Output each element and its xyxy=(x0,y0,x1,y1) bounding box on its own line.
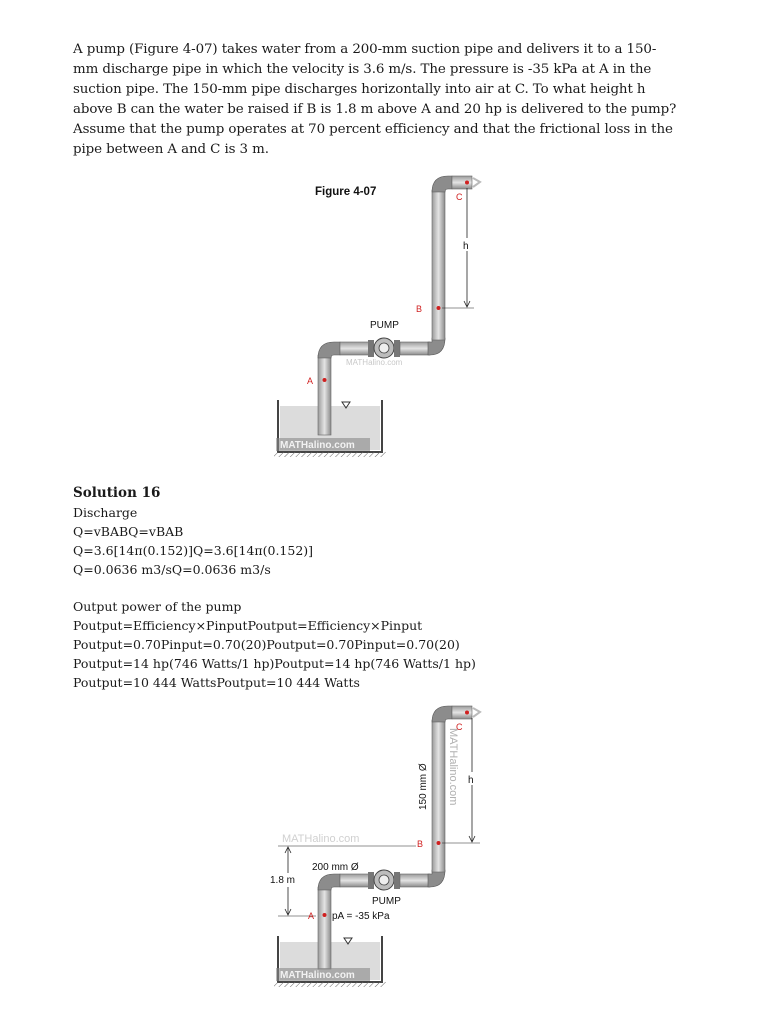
suction-elbow xyxy=(318,342,340,358)
riser-pipe xyxy=(432,720,445,872)
label-pa: pA = -35 kPa xyxy=(332,911,390,922)
riser-pipe xyxy=(432,190,445,340)
power-line: Poutput=Efficiency×PinputPoutput=Efficiency×Pinput xyxy=(73,618,423,633)
label-c: C xyxy=(456,722,463,732)
discharge-line: Q=0.0636 m3/sQ=0.0636 m3/s xyxy=(73,562,271,577)
suction-pipe xyxy=(318,887,331,969)
top-elbow xyxy=(432,706,452,722)
point-b-marker xyxy=(437,306,441,310)
suction-pipe xyxy=(318,355,331,435)
power-heading: Output power of the pump xyxy=(73,599,242,614)
discharge-horizontal-pipe xyxy=(400,874,430,887)
solution xyxy=(73,484,693,692)
power-line: Poutput=10 444 WattsPoutput=10 444 Watts xyxy=(73,675,360,690)
label-a: A xyxy=(308,911,315,921)
pump xyxy=(368,870,400,890)
solution-title: Solution 16 xyxy=(73,485,161,501)
suction-elbow xyxy=(318,874,340,890)
tank-ground-hatch xyxy=(274,982,386,987)
figure-title: Figure 4-07 xyxy=(315,186,377,198)
discharge-line: Q=vBABQ=vBAB xyxy=(73,524,184,539)
label-c: C xyxy=(456,192,463,202)
tank-ground-hatch xyxy=(274,452,386,457)
outlet-flow xyxy=(473,178,480,187)
label-200mm: 200 mm Ø xyxy=(312,862,359,873)
discharge-elbow xyxy=(428,338,445,355)
figure-annotated xyxy=(260,700,500,990)
point-c-marker xyxy=(465,711,469,715)
discharge-horizontal-pipe xyxy=(400,342,430,355)
pump xyxy=(368,338,400,358)
watermark-bottom: MATHalino.com xyxy=(280,970,355,981)
label-150mm: 150 mm Ø xyxy=(418,763,429,810)
problem-line: suction pipe. The 150-mm pipe discharges horizontally into air at C. To what height h xyxy=(73,81,646,97)
watermark-vertical: MATHalino.com xyxy=(447,728,459,806)
label-a: A xyxy=(307,376,314,386)
horizontal-suction-pipe xyxy=(340,874,370,887)
discharge-elbow xyxy=(428,870,445,887)
point-c-marker xyxy=(465,181,469,185)
watermark-small: MATHalino.com xyxy=(346,358,403,367)
figure-4-07 xyxy=(260,170,500,460)
label-h: h xyxy=(463,241,469,252)
label-b: B xyxy=(417,839,424,849)
watermark-main: MATHalino.com xyxy=(280,440,355,451)
label-pump: PUMP xyxy=(372,896,401,907)
watermark-mid: MATHalino.com xyxy=(282,833,360,845)
problem-line: above B can the water be raised if B is 1.8 m above A and 20 hp is delivered to the pump? xyxy=(73,101,677,117)
point-b-marker xyxy=(437,841,441,845)
point-a-marker xyxy=(323,378,327,382)
problem-line: mm discharge pipe in which the velocity is 3.6 m/s. The pressure is -35 kPa at A in the xyxy=(73,61,652,77)
label-pump: PUMP xyxy=(370,320,399,331)
problem-line: pipe between A and C is 3 m. xyxy=(73,141,269,157)
label-h: h xyxy=(468,775,474,786)
point-a-marker xyxy=(323,913,327,917)
power-line: Poutput=0.70Pinput=0.70(20)Poutput=0.70Pinput=0.70(20) xyxy=(73,637,460,652)
problem-statement xyxy=(73,40,677,159)
problem-line: Assume that the pump operates at 70 percent efficiency and that the frictional loss in the xyxy=(73,121,673,137)
horizontal-suction-pipe xyxy=(340,342,370,355)
discharge-line: Q=3.6[14π(0.152)]Q=3.6[14π(0.152)] xyxy=(73,543,314,558)
top-elbow xyxy=(432,176,452,192)
problem-line: A pump (Figure 4-07) takes water from a 200-mm suction pipe and delivers it to a 150- xyxy=(73,42,657,57)
power-line: Poutput=14 hp(746 Watts/1 hp)Poutput=14 hp(746 Watts/1 hp) xyxy=(73,656,476,671)
label-1-8m: 1.8 m xyxy=(270,875,296,886)
label-b: B xyxy=(416,304,423,314)
discharge-heading: Discharge xyxy=(73,505,138,520)
outlet-flow xyxy=(473,708,480,717)
